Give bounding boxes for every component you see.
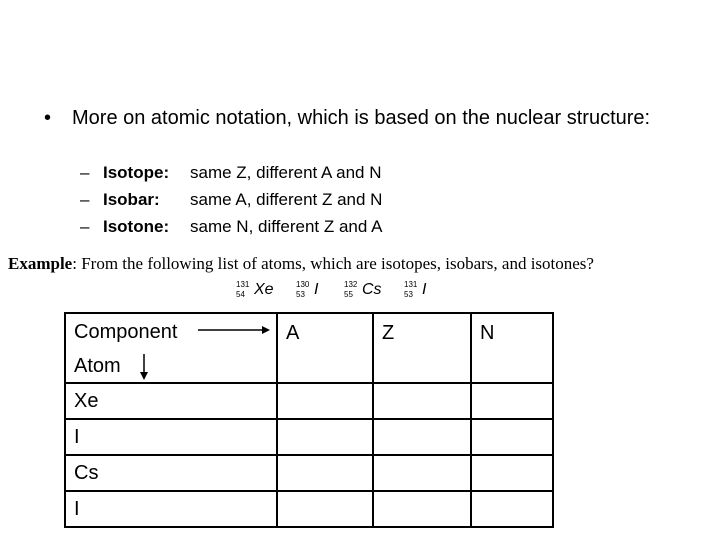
cell-n[interactable] xyxy=(471,491,553,527)
element-symbol: I xyxy=(314,281,319,298)
header-atom: Atom xyxy=(74,355,121,377)
row-atom-cell: I xyxy=(65,491,277,527)
mass-number: 130 xyxy=(296,280,310,289)
dash-marker: – xyxy=(80,217,90,236)
term-isotope: Isotope: xyxy=(103,163,170,182)
def-isobar: same A, different Z and N xyxy=(190,190,383,209)
term-isobar: Isobar: xyxy=(103,190,160,209)
atomic-number: 53 xyxy=(296,290,305,299)
header-n: N xyxy=(471,313,553,383)
mass-number: 132 xyxy=(344,280,358,289)
cell-z[interactable] xyxy=(373,455,471,491)
cell-z[interactable] xyxy=(373,419,471,455)
cell-n[interactable] xyxy=(471,455,553,491)
example-prompt xyxy=(8,254,720,274)
intro-text: More on atomic notation, which is based on the nuclear structure: xyxy=(72,107,651,129)
element-symbol: I xyxy=(422,281,427,298)
cell-a[interactable] xyxy=(277,419,373,455)
component-table xyxy=(64,312,554,528)
cell-n[interactable] xyxy=(471,383,553,419)
mass-number: 131 xyxy=(236,280,250,289)
table-row xyxy=(65,455,553,491)
example-text: : From the following list of atoms, which are isotopes, isobars, and isotones? xyxy=(72,254,594,273)
mass-number: 131 xyxy=(404,280,418,289)
row-atom-cell: Cs xyxy=(65,455,277,491)
dash-marker: – xyxy=(80,190,90,209)
def-isotone: same N, different Z and A xyxy=(190,217,383,236)
dash-marker: – xyxy=(80,163,90,182)
table-row xyxy=(65,419,553,455)
cell-z[interactable] xyxy=(373,383,471,419)
header-component-atom-cell xyxy=(65,313,277,383)
atomic-number: 53 xyxy=(404,290,413,299)
cell-n[interactable] xyxy=(471,419,553,455)
table-row xyxy=(65,491,553,527)
header-z: Z xyxy=(373,313,471,383)
def-isotope: same Z, different A and N xyxy=(190,163,382,182)
cell-a[interactable] xyxy=(277,383,373,419)
table-header-row xyxy=(65,313,553,383)
row-atom-cell: Xe xyxy=(65,383,277,419)
row-atom-cell: I xyxy=(65,419,277,455)
header-component: Component xyxy=(74,321,178,343)
term-isotone: Isotone: xyxy=(103,217,170,236)
atomic-number: 54 xyxy=(236,290,245,299)
cell-z[interactable] xyxy=(373,491,471,527)
table-row xyxy=(65,383,553,419)
bullet-marker: • xyxy=(44,107,52,129)
cell-a[interactable] xyxy=(277,455,373,491)
element-symbol: Cs xyxy=(362,281,382,298)
cell-a[interactable] xyxy=(277,491,373,527)
atomic-number: 55 xyxy=(344,290,353,299)
element-symbol: Xe xyxy=(254,281,274,298)
header-a: A xyxy=(277,313,373,383)
example-label: Example xyxy=(8,254,73,273)
